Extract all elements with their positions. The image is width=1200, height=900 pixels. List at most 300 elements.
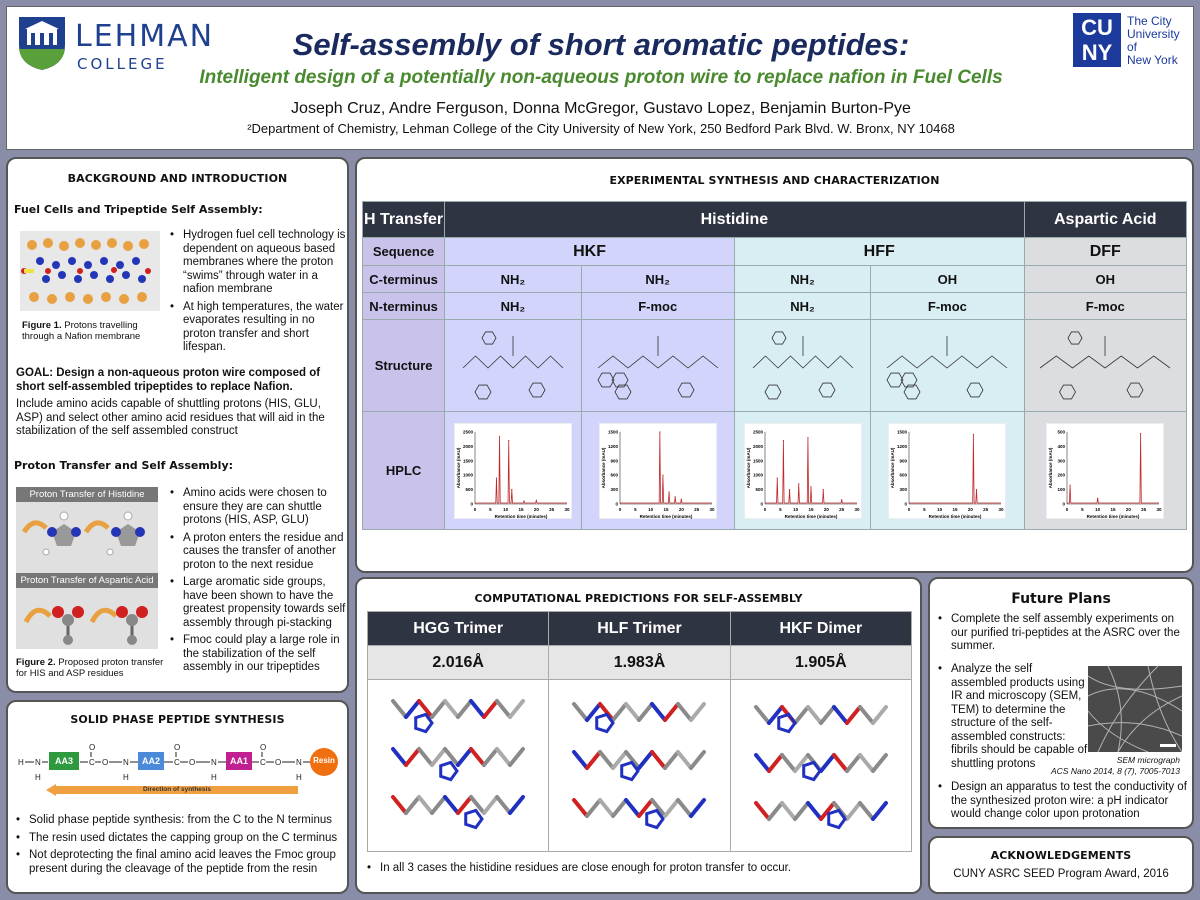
proton-transfer-figure (16, 487, 158, 649)
hplc-y-tick: 1200 (607, 443, 618, 449)
hplc-x-tick: 15 (663, 506, 669, 512)
hplc-peak (807, 437, 808, 438)
spps-bullets (16, 814, 344, 880)
list-item: • In all 3 cases the histidine residues are close enough for proton transfer to occur. (367, 862, 912, 876)
computational-panel (355, 577, 922, 894)
list-item: • Design an apparatus to test the conductivity of the synthesized proton wire: a pH indicator would change color upon protonation (938, 781, 1188, 822)
hplc-y-tick: 200 (1057, 472, 1066, 478)
poster-subtitle: Intelligent design of a potentially non-aqueous proton wire to replace nafion in Fuel Cells (199, 67, 1003, 88)
hplc-x-tick: 25 (1141, 506, 1147, 512)
hplc-y-tick: 500 (465, 486, 473, 492)
hplc-x-tick: 5 (488, 506, 492, 512)
stick-bond (406, 797, 419, 813)
stick-bond (639, 704, 652, 720)
hplc-x-label: Retention time (minutes) (639, 513, 693, 519)
hplc-cell (734, 412, 870, 530)
hplc-peak (798, 483, 799, 484)
stick-bond (600, 704, 613, 720)
list-item: • Analyze the self assembled products using IR and microscopy (SEM, TEM) to determine the structure of the self-assembled constructs: fibrils should be capable of shuttling protons (938, 663, 1088, 771)
stick-bond (574, 800, 587, 816)
skeletal-bonds (1040, 332, 1170, 399)
stick-bond (419, 797, 432, 813)
hplc-y-tick: 500 (1057, 429, 1066, 434)
structure-cell (1024, 320, 1186, 412)
poster-header (6, 6, 1194, 150)
stick-bond (756, 755, 769, 771)
hplc-x-tick: 20 (1126, 506, 1132, 512)
skeletal-bonds (887, 336, 1007, 399)
list-item: • At high temperatures, the water evaporates resulting in no proton transfer and short lifespan. (170, 301, 346, 355)
nterm-cell: F-moc (581, 293, 734, 320)
list-item: • Fmoc could play a large role in the stabilization of the self assembly in our tripeptides (170, 634, 346, 675)
hgg-model (368, 680, 549, 852)
spps-panel (6, 700, 349, 894)
stick-bond (847, 755, 860, 771)
stick-bond (873, 755, 886, 771)
row-hplc: HPLC (363, 412, 445, 530)
hlf-model (549, 680, 730, 852)
hplc-peak (680, 498, 681, 499)
hplc-x-tick: 5 (633, 506, 637, 512)
hplc-y-tick: 100 (1057, 486, 1066, 492)
list-item: • The resin used dictates the capping group on the C terminus (16, 832, 344, 846)
hplc-peak (782, 440, 783, 441)
hplc-y-tick: 0 (1062, 501, 1066, 506)
hplc-x-tick: 25 (838, 506, 844, 512)
hplc-y-tick: 0 (760, 501, 763, 506)
hplc-peak (511, 489, 512, 490)
molecular-model-icon (736, 681, 906, 846)
hplc-x-tick: 0 (1066, 506, 1069, 512)
hplc-x-tick: 10 (792, 506, 798, 512)
stick-bond (847, 707, 860, 723)
stick-bond (691, 800, 704, 816)
resin-label: Resin (313, 756, 335, 765)
hplc-y-tick: 600 (610, 472, 618, 478)
molecule-structure-icon (1030, 322, 1180, 406)
svg-text:O: O (275, 758, 282, 767)
figure1-label: Figure 1. (22, 320, 62, 331)
spps-scheme (16, 738, 341, 798)
list-item: • Hydrogen fuel cell technology is dependent on aqueous based membranes where the proton “swims” through water in a nafion membrane (170, 229, 346, 297)
hgg-header: HGG Trimer (368, 612, 549, 646)
nterm-cell: NH₂ (445, 293, 581, 320)
cuny-mark-bottom: NY (1081, 40, 1113, 65)
hplc-x-tick: 0 (618, 506, 621, 512)
aa1-label: AA1 (229, 756, 248, 766)
proton-transfer-subtitle: Proton Transfer and Self Assembly: (14, 459, 234, 472)
hplc-peak (1097, 497, 1098, 498)
svg-text:N: N (123, 758, 129, 767)
structure-cell (445, 320, 581, 412)
svg-text:C: C (260, 758, 266, 767)
structure-cell (581, 320, 734, 412)
include-text: Include amino acids capable of shuttling protons (HIS, GLU, ASP) and select other amino acid residues that will aid in the stabilization of the self assembled construct (16, 398, 325, 437)
stick-bond (613, 800, 626, 816)
stick-bond (393, 749, 406, 765)
stick-bond (665, 752, 678, 768)
stick-bond (756, 707, 769, 723)
svg-text:H: H (35, 773, 41, 782)
hplc-x-tick: 15 (1110, 506, 1116, 512)
stick-bond (445, 797, 458, 813)
hplc-x-tick: 15 (952, 506, 958, 512)
hplc-y-label: Absorbance (mAU) (455, 447, 461, 488)
fuel-cell-bullets (170, 229, 346, 359)
skeletal-bonds (463, 332, 563, 399)
cuny-line1: The City (1127, 14, 1172, 28)
stick-bond (393, 797, 406, 813)
seq-hff: HFF (734, 238, 1024, 266)
direction-label: Direction of synthesis (143, 786, 211, 793)
hplc-x-tick: 10 (647, 506, 653, 512)
lehman-college: COLLEGE (77, 55, 168, 73)
cuny-line4: New York (1127, 53, 1178, 67)
stick-bond (510, 701, 523, 717)
hplc-peak (973, 433, 974, 434)
figure1-text: Protons travelling through a Nafion membrane (22, 320, 141, 342)
histidine-transfer-icon (16, 502, 158, 564)
skeletal-bonds (753, 332, 853, 399)
proton-bullets (170, 487, 346, 679)
stick-bond (484, 749, 497, 765)
future-bullets-mid (938, 663, 1088, 775)
hplc-trace (765, 437, 857, 502)
stick-bond (471, 701, 484, 717)
hplc-cell (445, 412, 581, 530)
hplc-x-tick: 0 (473, 506, 477, 512)
hplc-y-tick: 400 (1057, 443, 1066, 449)
hplc-peak (662, 474, 663, 475)
hplc-peak (822, 489, 823, 490)
cterm-cell: NH₂ (581, 266, 734, 293)
aspartic-header: Aspartic Acid (1024, 202, 1186, 238)
hplc-y-tick: 2500 (462, 429, 473, 434)
stick-bond (691, 752, 704, 768)
hgg-distance: 2.016Å (368, 646, 549, 680)
hplc-x-tick: 30 (1156, 506, 1162, 512)
stick-bond (821, 755, 834, 771)
hplc-peak (841, 499, 842, 500)
stick-bond (639, 752, 652, 768)
hplc-trace (909, 434, 1001, 503)
stick-bond (432, 797, 445, 813)
svg-text:H: H (211, 773, 217, 782)
sem-fibrils-icon (1088, 666, 1182, 752)
nterm-cell: NH₂ (734, 293, 870, 320)
stick-bond (795, 707, 808, 723)
hplc-cell (1024, 412, 1186, 530)
hplc-peak (536, 499, 537, 500)
hplc-x-tick: 20 (533, 506, 539, 512)
hplc-y-tick: 1200 (897, 443, 908, 449)
computational-title: COMPUTATIONAL PREDICTIONS FOR SELF-ASSEMBLY (474, 592, 803, 605)
computational-bullets (367, 862, 912, 880)
stick-bond (873, 803, 886, 819)
stick-bond (497, 797, 510, 813)
hplc-peak (1140, 432, 1141, 433)
poster-title: Self-assembly of short aromatic peptides: (292, 27, 910, 62)
stick-bond (678, 704, 691, 720)
stick-bond (600, 752, 613, 768)
hplc-y-tick: 1500 (897, 429, 908, 434)
stick-bond (393, 701, 406, 717)
hplc-cell (871, 412, 1024, 530)
hplc-y-label: Absorbance (mAU) (890, 447, 896, 488)
stick-bond (458, 749, 471, 765)
hplc-x-tick: 5 (923, 506, 926, 512)
hplc-chart (745, 424, 863, 520)
stick-bond (600, 800, 613, 816)
hplc-cell (581, 412, 734, 530)
svg-text:C: C (174, 758, 180, 767)
stick-bond (406, 701, 419, 717)
hplc-y-tick: 300 (1057, 457, 1066, 463)
hplc-x-tick: 15 (518, 506, 524, 512)
molecule-structure-icon (877, 322, 1017, 406)
cterm-cell: OH (1024, 266, 1186, 293)
cterm-cell: OH (871, 266, 1024, 293)
nterm-cell: F-moc (1024, 293, 1186, 320)
hplc-peak (788, 489, 789, 490)
hplc-x-tick: 0 (908, 506, 911, 512)
hplc-chart (455, 424, 573, 520)
seq-dff: DFF (1024, 238, 1186, 266)
hplc-chart (1047, 424, 1165, 520)
stick-bond (458, 701, 471, 717)
hplc-trace (620, 432, 712, 503)
goal-statement: GOAL: Design a non-aqueous proton wire composed of short self-assembled tripeptides to replace Nafion. (16, 367, 321, 393)
hplc-x-tick: 30 (854, 506, 860, 512)
nterm-cell: F-moc (871, 293, 1024, 320)
stick-bond (678, 752, 691, 768)
svg-text:H: H (18, 758, 24, 767)
nafion-membrane-icon (20, 231, 160, 311)
figure2-label: Figure 2. (16, 657, 56, 668)
hplc-x-tick: 20 (678, 506, 684, 512)
sem-caption: SEM micrograph (1116, 755, 1180, 765)
molecular-model-icon (554, 681, 724, 846)
hplc-trace (1067, 433, 1159, 503)
stick-bond (471, 749, 484, 765)
hplc-peak (976, 489, 977, 490)
stick-bond (834, 755, 847, 771)
stick-bond (847, 803, 860, 819)
hplc-y-tick: 1500 (462, 457, 473, 463)
hplc-x-tick: 10 (503, 506, 509, 512)
sem-micrograph (1088, 666, 1182, 752)
svg-text:H: H (123, 773, 129, 782)
spps-title: SOLID PHASE PEPTIDE SYNTHESIS (70, 713, 285, 726)
stick-bond (432, 701, 445, 717)
row-structure: Structure (363, 320, 445, 412)
stick-bond (782, 755, 795, 771)
hplc-peak (659, 431, 660, 432)
hplc-peak (499, 435, 500, 436)
cterm-cell: NH₂ (445, 266, 581, 293)
list-item: • Large aromatic side groups, have been shown to have the greatest propensity towards self assembly through pi-stacking (170, 576, 346, 630)
stick-bond (665, 800, 678, 816)
hplc-x-label: Retention time (minutes) (928, 513, 982, 519)
svg-text:O: O (189, 758, 196, 767)
asp-label: Proton Transfer of Aspartic Acid (16, 573, 158, 588)
figure2-caption (16, 657, 166, 679)
stick-bond (497, 749, 510, 765)
stick-ring (441, 762, 457, 779)
authors: Joseph Cruz, Andre Ferguson, Donna McGregor, Gustavo Lopez, Benjamin Burton-Pye (291, 100, 911, 117)
stick-bond (860, 707, 873, 723)
future-bullets-top (938, 613, 1188, 658)
hplc-x-tick: 25 (549, 506, 555, 512)
aa3-label: AA3 (54, 756, 73, 766)
hplc-y-tick: 1000 (752, 472, 763, 478)
stick-bond (587, 800, 600, 816)
molecule-structure-icon (743, 322, 863, 406)
hplc-y-tick: 0 (904, 501, 908, 506)
hplc-y-tick: 300 (610, 486, 618, 492)
stick-bond (769, 755, 782, 771)
hplc-x-tick: 5 (1081, 506, 1084, 512)
hplc-peak (674, 496, 675, 497)
structure-cell (734, 320, 870, 412)
synthesis-title: EXPERIMENTAL SYNTHESIS AND CHARACTERIZATION (609, 174, 940, 187)
row-nterminus: N-terminus (363, 293, 445, 320)
hplc-y-tick: 0 (615, 501, 618, 506)
hplc-x-tick: 30 (709, 506, 715, 512)
hplc-x-tick: 10 (1095, 506, 1101, 512)
stick-bond (574, 704, 587, 720)
stick-bond (873, 707, 886, 723)
skeletal-bonds (598, 336, 718, 399)
stick-bond (834, 707, 847, 723)
stick-bond (587, 752, 600, 768)
hplc-y-label: Absorbance (mAU) (1048, 447, 1054, 488)
background-panel (6, 157, 349, 693)
stick-bond (406, 749, 419, 765)
hplc-x-label: Retention time (minutes) (1086, 513, 1140, 519)
hplc-x-tick: 20 (968, 506, 974, 512)
future-bullets-bottom (938, 781, 1188, 826)
hplc-peak (776, 477, 777, 478)
hplc-y-label: Absorbance (mAU) (600, 447, 606, 488)
hplc-y-tick: 1500 (752, 457, 763, 463)
lehman-name: LEHMAN (75, 19, 215, 54)
hplc-y-tick: 500 (755, 486, 763, 492)
svg-text:C: C (89, 758, 95, 767)
stick-bond (665, 704, 678, 720)
list-item: • Solid phase peptide synthesis: from the C to the N terminus (16, 814, 344, 828)
svg-text:N: N (296, 758, 302, 767)
svg-text:N: N (35, 758, 41, 767)
stick-bond (484, 701, 497, 717)
stick-bond (821, 707, 834, 723)
hkf-distance: 1.905Å (730, 646, 911, 680)
background-title: BACKGROUND AND INTRODUCTION (67, 172, 288, 185)
hplc-y-tick: 2500 (752, 429, 763, 434)
stick-bond (419, 749, 432, 765)
list-item: • Amino acids were chosen to ensure they are can shuttle protons (HIS, ASP, GLU) (170, 487, 346, 528)
stick-bond (795, 755, 808, 771)
hlf-header: HLF Trimer (549, 612, 730, 646)
hplc-x-tick: 20 (823, 506, 829, 512)
hplc-x-tick: 25 (983, 506, 989, 512)
cterm-cell: NH₂ (734, 266, 870, 293)
hplc-peak (668, 491, 669, 492)
stick-bond (860, 755, 873, 771)
stick-bond (652, 704, 665, 720)
synthesis-panel (355, 157, 1194, 573)
hplc-y-tick: 1500 (607, 429, 618, 434)
cuny-line3: of (1127, 40, 1138, 54)
molecule-structure-icon (453, 322, 573, 406)
stick-bond (510, 797, 523, 813)
row-sequence: Sequence (363, 238, 445, 266)
hplc-x-label: Retention time (minutes) (784, 513, 837, 519)
molecule-structure-icon (588, 322, 728, 406)
future-plans-panel (928, 577, 1194, 829)
sem-reference: ACS Nano 2014, 8 (7), 7005-7013 (1050, 766, 1180, 776)
hkf-header: HKF Dimer (730, 612, 911, 646)
stick-bond (756, 803, 769, 819)
stick-bond (497, 701, 510, 717)
hplc-peak (1070, 484, 1071, 485)
stick-bond (808, 803, 821, 819)
hplc-x-tick: 30 (998, 506, 1004, 512)
hplc-y-tick: 300 (899, 486, 908, 492)
seq-hkf: HKF (445, 238, 735, 266)
figure2-text: Proposed proton transfer for HIS and ASP residues (16, 657, 164, 679)
synthesis-table (362, 201, 1187, 530)
svg-text:O: O (102, 758, 109, 767)
computational-table (367, 611, 912, 852)
ack-text: CUNY ASRC SEED Program Award, 2016 (953, 868, 1169, 880)
stick-bond (626, 704, 639, 720)
hplc-peak (508, 440, 509, 441)
aa2-label: AA2 (141, 756, 160, 766)
hplc-x-tick: 0 (763, 506, 766, 512)
cuny-line2: University (1127, 27, 1180, 41)
hlf-distance: 1.983Å (549, 646, 730, 680)
svg-text:O: O (260, 743, 267, 752)
hplc-y-tick: 900 (899, 457, 908, 463)
hplc-x-tick: 5 (778, 506, 782, 512)
affiliation: ²Department of Chemistry, Lehman College of the City University of New York, 250 Bedford Park Blvd. W. Bronx, NY 10468 (247, 121, 955, 136)
his-label: Proton Transfer of Histidine (16, 487, 158, 502)
hplc-peak (523, 500, 524, 501)
hplc-x-tick: 15 (808, 506, 814, 512)
stick-bond (574, 752, 587, 768)
hplc-chart (600, 424, 718, 520)
stick-bond (458, 797, 471, 813)
list-item: • A proton enters the residue and causes the transfer of another proton to the next residue (170, 532, 346, 573)
hplc-x-tick: 10 (937, 506, 943, 512)
cuny-mark-top: CU (1081, 15, 1113, 40)
stick-bond (769, 803, 782, 819)
h-transfer-header: H Transfer (363, 202, 445, 238)
hplc-y-tick: 600 (899, 472, 908, 478)
stick-bond (445, 701, 458, 717)
hplc-peak (496, 477, 497, 478)
svg-text:O: O (174, 743, 181, 752)
hplc-y-tick: 2000 (752, 443, 763, 449)
future-title: Future Plans (1011, 591, 1111, 607)
hplc-y-tick: 1000 (462, 472, 473, 478)
stick-bond (808, 707, 821, 723)
hplc-x-tick: 25 (693, 506, 699, 512)
hplc-y-tick: 0 (470, 501, 473, 506)
hplc-x-tick: 30 (564, 506, 570, 512)
list-item: • Not deprotecting the final amino acid leaves the Fmoc group present during the cleavage of the peptide from the resin (16, 849, 344, 876)
